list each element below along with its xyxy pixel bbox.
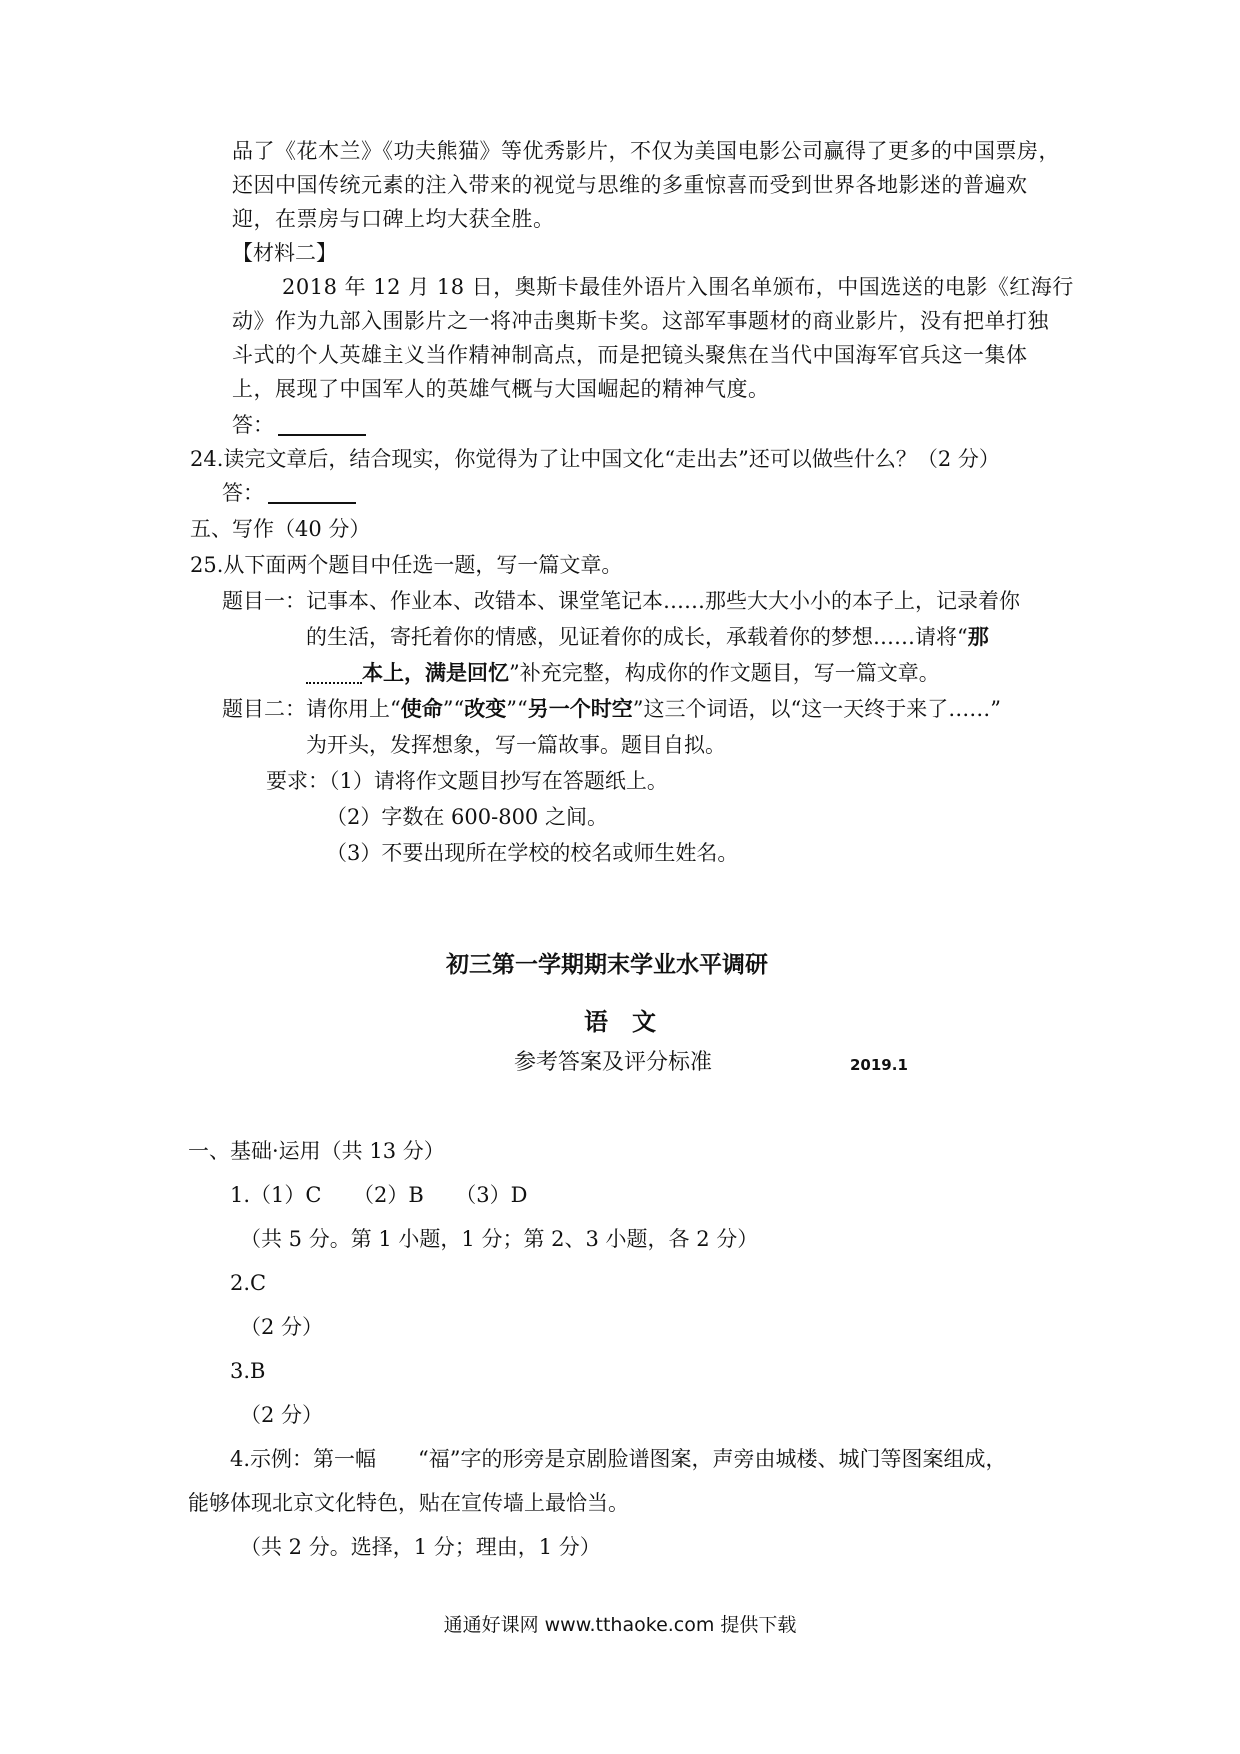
section5-heading: 五、写作（40 分）	[190, 517, 371, 541]
answer-4-line-2: 能够体现北京文化特色，贴在宣传墙上最恰当。	[188, 1491, 629, 1515]
topic2-word-3: 另一个时空	[527, 696, 633, 721]
requirement-3: （3）不要出现所在学校的校名或师生姓名。	[326, 841, 739, 865]
material2-answer	[232, 410, 366, 440]
material1-line-1: 品了《花木兰》《功夫熊猫》等优秀影片，不仅为美国电影公司赢得了更多的中国票房，	[232, 139, 1060, 163]
answer-key-date: 2019.1	[850, 1056, 908, 1074]
material2-line-3: 斗式的个人英雄主义当作精神制高点，而是把镜头聚焦在当代中国海军官兵这一集体	[232, 343, 1028, 367]
material1-line-2: 还因中国传统元素的注入带来的视觉与思维的多重惊喜而受到世界各地影迷的普遍欢	[232, 173, 1028, 197]
answer-1: 1.（1）C （2）B （3）D	[230, 1183, 528, 1207]
material2-heading: 【材料二】	[232, 241, 337, 265]
answer-3: 3.B	[230, 1359, 266, 1383]
section1-heading: 一、基础·运用（共 13 分）	[188, 1139, 445, 1163]
answer-blank	[278, 414, 366, 436]
answer-key-title: 初三第一学期期末学业水平调研	[446, 952, 768, 978]
topic2-quote-1: ”“	[442, 697, 465, 721]
answer-2-score: （2 分）	[240, 1315, 324, 1339]
answer-4-line-1: 4.示例：第一幅 “福”字的形旁是京剧脸谱图案，声旁由城楼、城门等图案组成，	[230, 1447, 1007, 1471]
topic2-word-2: 改变	[464, 696, 507, 721]
topic2-word-1: 使命	[400, 696, 443, 721]
answer-key-subject: 语 文	[584, 1008, 656, 1036]
material2-line-1: 2018 年 12 月 18 日，奥斯卡最佳外语片入围名单颁布，中国选送的电影《红海行	[282, 275, 1074, 299]
answer-label: 答：	[232, 413, 274, 437]
requirement-2: （2）字数在 600-800 之间。	[326, 805, 608, 829]
topic1-bold-title: 本上，满是回忆	[362, 660, 509, 685]
answer-label: 答：	[222, 481, 264, 505]
material1-line-3: 迎，在票房与口碑上均大获全胜。	[232, 207, 555, 231]
topic1-line-1: 题目一：记事本、作业本、改错本、课堂笔记本……那些大大小小的本子上，记录着你	[222, 589, 1020, 613]
topic1-bold-na: 那	[967, 624, 989, 649]
topic2-line-1	[222, 694, 1001, 724]
answer-4-score: （共 2 分。选择，1 分；理由，1 分）	[240, 1535, 601, 1559]
answer-key-subtitle: 参考答案及评分标准	[514, 1050, 713, 1075]
topic2-lead: 题目二：请你用上“	[222, 697, 401, 721]
q24-text: 24.读完文章后，结合现实，你觉得为了让中国文化“走出去”还可以做些什么？（2 分）	[190, 447, 1000, 471]
topic1-line-2	[306, 622, 989, 652]
answer-2: 2.C	[230, 1271, 267, 1295]
topic2-line-2: 为开头，发挥想象，写一篇故事。题目自拟。	[306, 733, 726, 757]
requirement-1: 要求：（1）请将作文题目抄写在答题纸上。	[266, 769, 668, 793]
topic1-fill-blank	[306, 664, 362, 684]
answer-3-score: （2 分）	[240, 1403, 324, 1427]
topic1-line-3	[306, 658, 940, 688]
answer-1-score: （共 5 分。第 1 小题，1 分；第 2、3 小题，各 2 分）	[240, 1227, 759, 1251]
material2-line-4: 上，展现了中国军人的英雄气概与大国崛起的精神气度。	[232, 377, 770, 401]
topic2-quote-2: ”“	[506, 697, 528, 721]
topic1-line-2-text: 的生活，寄托着你的情感，见证着你的成长，承载着你的梦想……请将“	[306, 625, 968, 649]
q25-text: 25.从下面两个题目中任选一题，写一篇文章。	[190, 553, 623, 577]
topic2-tail: ”这三个词语，以“这一天终于来了……”	[632, 697, 1001, 721]
q24-answer	[222, 478, 356, 508]
material2-line-2: 动》作为九部入围影片之一将冲击奥斯卡奖。这部军事题材的商业影片，没有把单打独	[232, 309, 1049, 333]
page-footer: 通通好课网 www.tthaoke.com 提供下载	[443, 1614, 797, 1636]
topic1-line-3-text: ”补充完整，构成你的作文题目，写一篇文章。	[509, 661, 940, 685]
answer-blank	[268, 482, 356, 504]
